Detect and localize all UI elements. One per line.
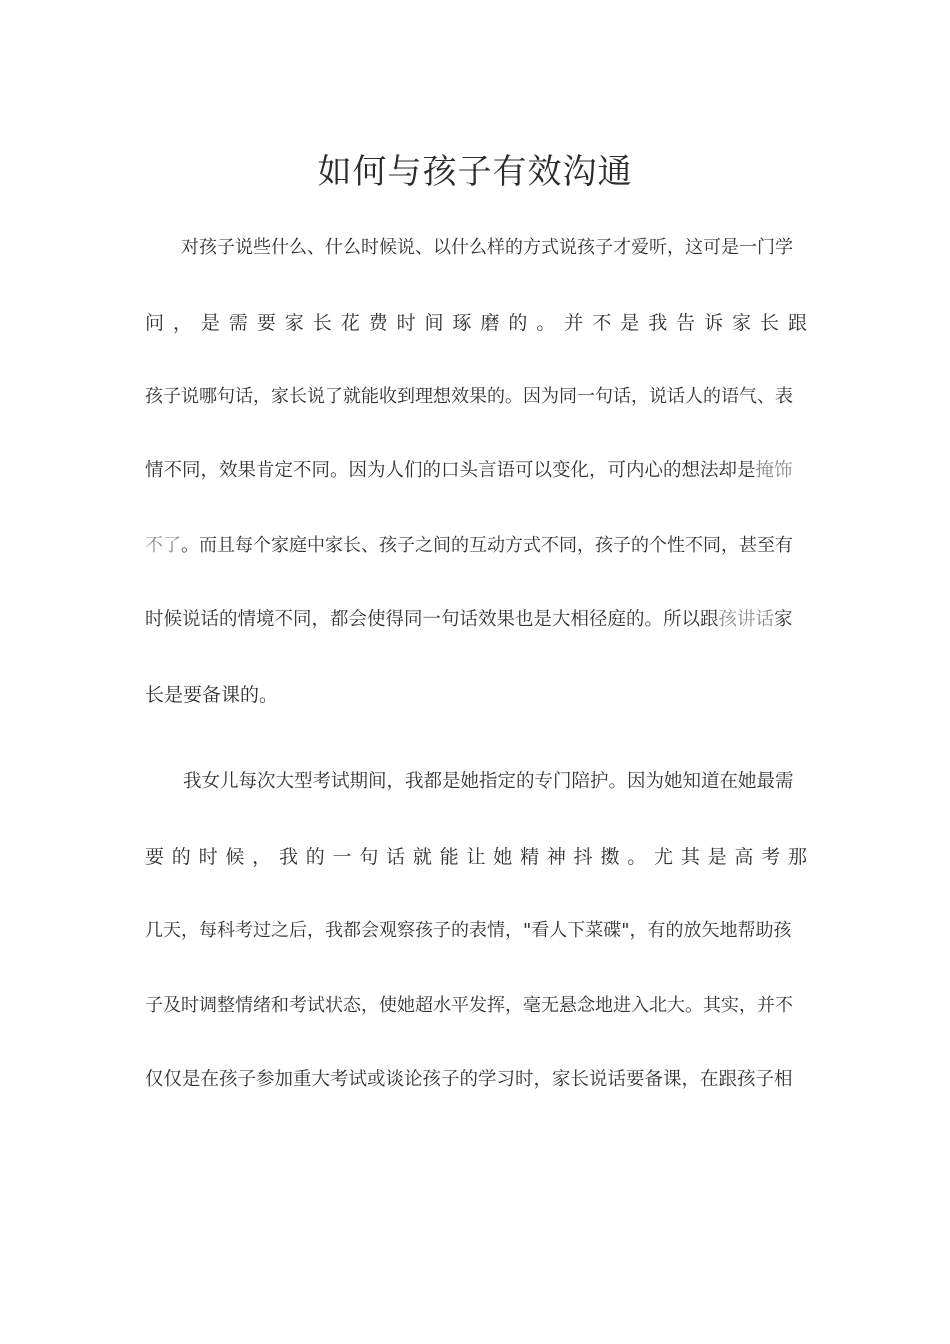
paragraph-line: 要的时候，我的一句话就能让她精神抖擞。尤其是高考那 [145,846,807,868]
paragraph-line: 长是要备课的。 [145,684,279,706]
paragraph-line: 问，是需要家长花费时间琢磨的。并不是我告诉家长跟 [145,312,807,334]
paragraph-text: 情不同，效果肯定不同。因为人们的口头言语可以变化，可内心的想法却是 [145,460,756,481]
paragraph-line: 几天，每科考过之后，我都会观察孩子的表情，"看人下菜碟"，有的放矢地帮助孩 [145,920,792,941]
paragraph-line [145,455,807,487]
paragraph-text-gray: 不了 [145,535,181,556]
paragraph-line: 我女儿每次大型考试期间，我都是她指定的专门陪护。因为她知道在她最需 [183,771,794,792]
paragraph-text: 时候说话的情境不同，都会使得同一句话效果也是大相径庭的。所以跟 [145,609,719,630]
paragraph-line: 对孩子说些什么、什么时候说、以什么样的方式说孩子才爱听，这可是一门学 [181,237,793,258]
paragraph-text-gray: 孩讲话 [718,609,775,630]
paragraph-line [145,530,807,562]
paragraph-text: 家 [774,609,793,630]
document-title: 如何与孩子有效沟通 [317,152,633,192]
paragraph-line: 仅仅是在孩子参加重大考试或谈论孩子的学习时，家长说话要备课，在跟孩子相 [145,1069,793,1090]
paragraph-line: 孩子说哪句话，家长说了就能收到理想效果的。因为同一句话，说话人的语气、表 [145,386,793,407]
paragraph-text: 。而且每个家庭中家长、孩子之间的互动方式不同，孩子的个性不同，甚至有 [181,535,793,556]
paragraph-text-gray: 掩饰 [755,460,793,481]
paragraph-line [145,604,807,636]
paragraph-line: 子及时调整情绪和考试状态，使她超水平发挥，毫无悬念地进入北大。其实，并不 [145,995,793,1016]
